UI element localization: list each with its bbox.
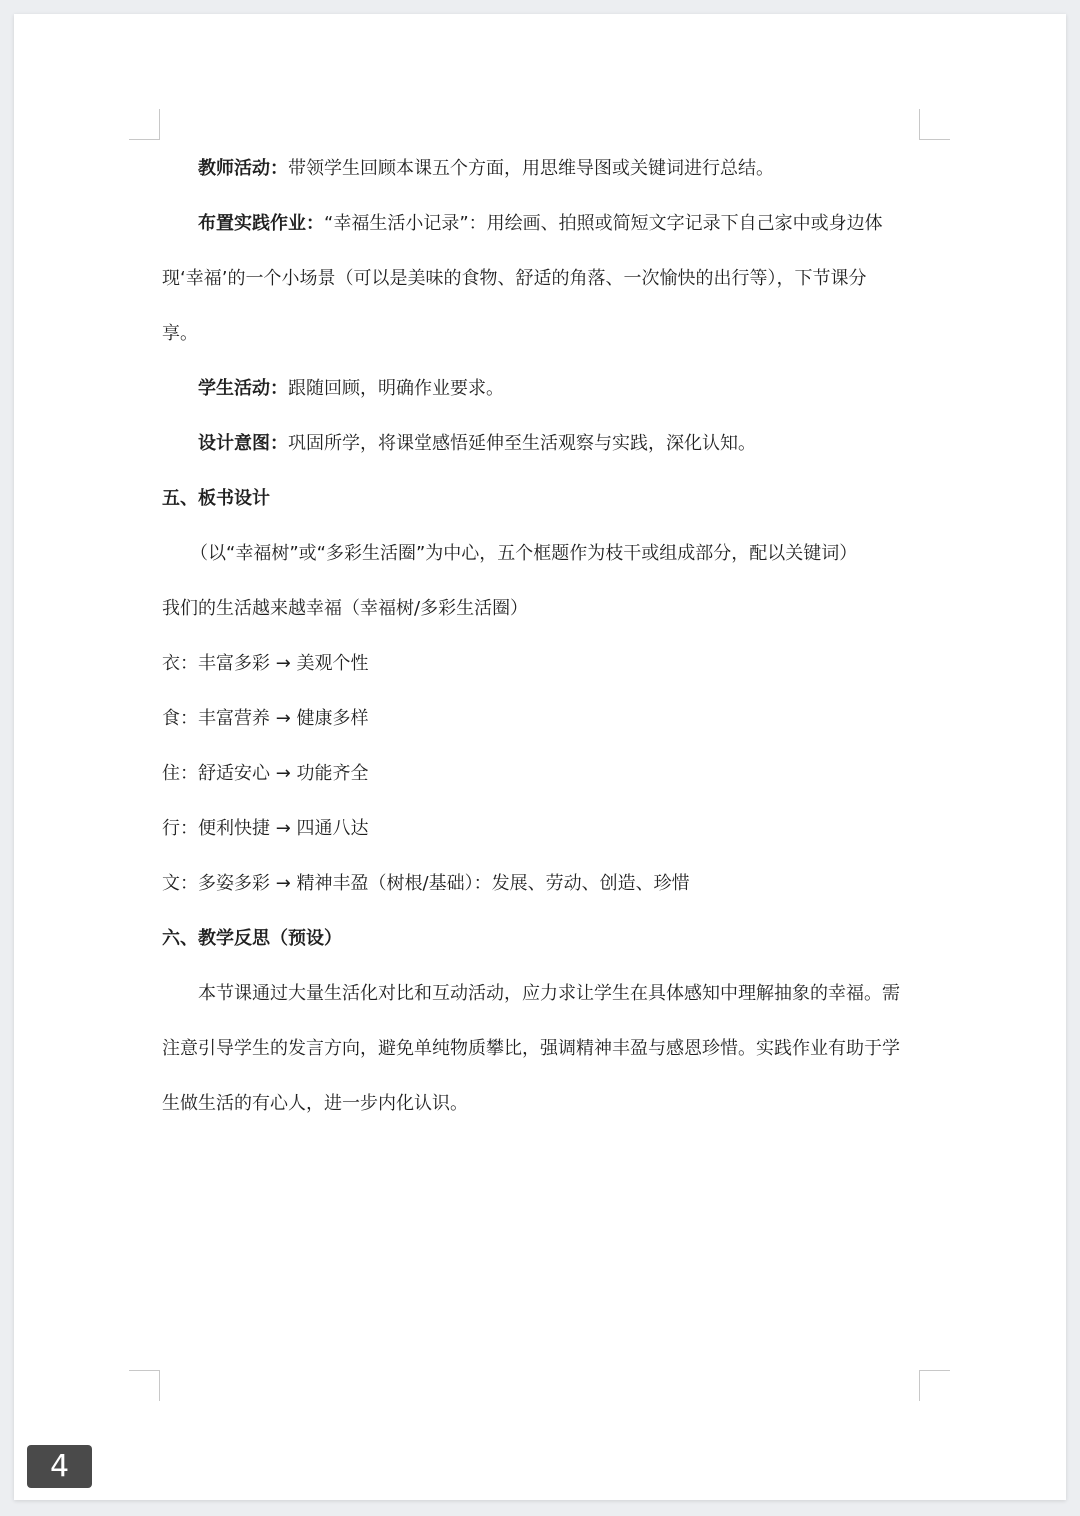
board-item-housing: 住：舒适安心 → 功能齐全 (162, 763, 369, 784)
board-item-clothing: 衣：丰富多彩 → 美观个性 (162, 653, 369, 674)
student-activity-paragraph (162, 361, 922, 416)
homework-paragraph-line-2: 现‘幸福’的一个小场景（可以是美味的食物、舒适的角落、一次愉快的出行等），下节课分 (162, 268, 867, 289)
board-item-travel: 行：便利快捷 → 四通八达 (162, 818, 369, 839)
crop-mark-top-right (919, 109, 950, 140)
reflection-line-1: 本节课通过大量生活化对比和互动活动，应力求让学生在具体感知中理解抽象的幸福。需 (198, 983, 900, 1004)
section-6-heading: 六、教学反思（预设） (162, 928, 342, 949)
reflection-line-3: 生做生活的有心人，进一步内化认识。 (162, 1093, 468, 1114)
crop-mark-bottom-left (129, 1370, 160, 1401)
board-design-note: （以“幸福树”或“多彩生活圈”为中心，五个框题作为枝干或组成部分，配以关键词） (190, 543, 858, 564)
homework-paragraph-line-3: 享。 (162, 323, 198, 344)
board-item-food: 食：丰富营养 → 健康多样 (162, 708, 369, 729)
homework-text-1: “幸福生活小记录”：用绘画、拍照或简短文字记录下自己家中或身边体 (324, 213, 883, 234)
crop-mark-top-left (129, 109, 160, 140)
homework-label: 布置实践作业： (198, 213, 324, 234)
teacher-activity-label: 教师活动： (198, 158, 288, 179)
homework-paragraph-line-1 (162, 196, 922, 251)
page-number-badge[interactable]: 4 (27, 1445, 92, 1488)
board-item-culture: 文：多姿多彩 → 精神丰盈（树根/基础）：发展、劳动、创造、珍惜 (162, 873, 690, 894)
student-activity-text: 跟随回顾，明确作业要求。 (288, 378, 504, 399)
design-intent-label: 设计意图： (198, 433, 288, 454)
design-intent-paragraph (162, 416, 922, 471)
section-5-heading: 五、板书设计 (162, 488, 270, 509)
student-activity-label: 学生活动： (198, 378, 288, 399)
reflection-line-2: 注意引导学生的发言方向，避免单纯物质攀比，强调精神丰盈与感恩珍惜。实践作业有助于学 (162, 1038, 900, 1059)
teacher-activity-text: 带领学生回顾本课五个方面，用思维导图或关键词进行总结。 (288, 158, 774, 179)
crop-mark-bottom-right (919, 1370, 950, 1401)
design-intent-text: 巩固所学，将课堂感悟延伸至生活观察与实践，深化认知。 (288, 433, 756, 454)
document-page (14, 14, 1066, 1500)
board-design-title: 我们的生活越来越幸福（幸福树/多彩生活圈） (162, 598, 529, 619)
teacher-activity-paragraph (162, 141, 922, 196)
document-body (162, 141, 922, 1131)
